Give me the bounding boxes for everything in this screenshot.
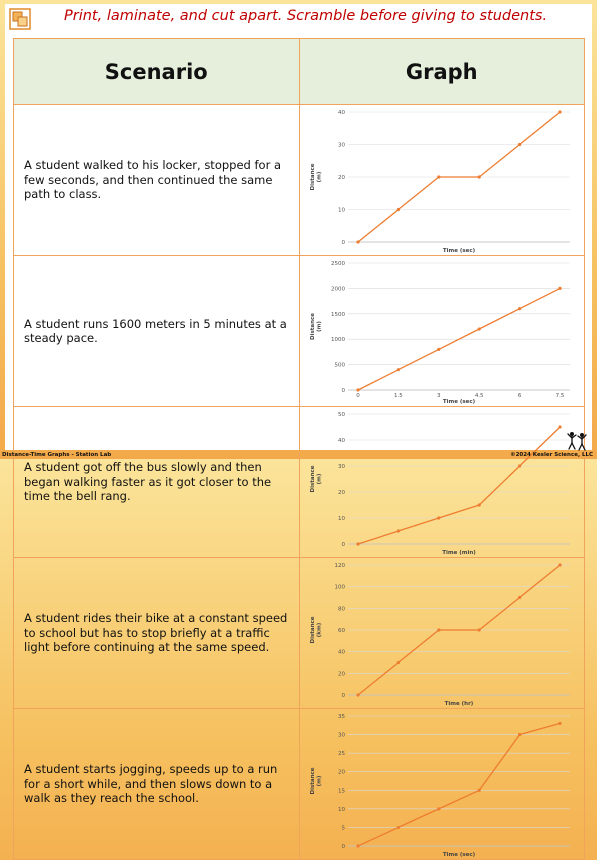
y-tick-label: 30	[337, 464, 345, 470]
y-axis-label: Distance(km)	[309, 616, 322, 644]
data-point	[437, 807, 440, 810]
scenario-text: A student starts jogging, speeds up to a run for a short while, and then slows down to a walk as they reach the school.	[14, 709, 300, 860]
y-axis-label: Distance(m)	[309, 767, 322, 795]
layered-squares-icon	[9, 8, 31, 30]
data-point	[477, 789, 480, 792]
x-axis-label: Time (sec)	[442, 248, 475, 254]
x-tick-label: 3	[436, 393, 441, 399]
footer-lab-title: Distance-Time Graphs - Station Lab	[2, 452, 112, 458]
data-point	[396, 661, 399, 664]
data-point	[558, 563, 561, 566]
x-axis-label: Time (min)	[441, 550, 476, 556]
y-tick-label: 35	[337, 714, 345, 720]
data-point	[396, 826, 399, 829]
distance-time-graph	[300, 407, 586, 557]
x-axis-label: Time (hr)	[444, 701, 473, 707]
series-line	[358, 427, 560, 544]
table-row	[14, 407, 585, 558]
y-tick-label: 80	[337, 606, 345, 613]
y-tick-label: 1500	[330, 311, 345, 318]
y-tick-label: 50	[337, 412, 345, 418]
y-tick-label: 10	[337, 516, 345, 522]
y-tick-label: 2000	[330, 286, 345, 293]
y-axis-label: Distance(m)	[309, 465, 322, 493]
data-point	[356, 693, 359, 696]
data-point	[558, 425, 561, 428]
y-tick-label: 30	[337, 732, 345, 739]
data-point	[518, 143, 521, 146]
table-row	[14, 256, 585, 407]
y-tick-label: 0	[341, 388, 345, 394]
data-point	[558, 722, 561, 725]
x-axis-label: Time (sec)	[442, 852, 475, 858]
scenario-text: A student got off the bus slowly and then began walking faster as it got closer to the time the bell rang.	[14, 407, 300, 558]
data-point	[477, 628, 480, 631]
x-tick-label: 7.5	[555, 393, 564, 399]
y-tick-label: 60	[337, 628, 345, 634]
y-tick-label: 100	[334, 584, 345, 591]
y-tick-label: 15	[337, 788, 345, 795]
y-tick-label: 25	[337, 751, 345, 758]
data-point	[518, 464, 521, 467]
y-tick-label: 20	[337, 671, 345, 678]
y-tick-label: 0	[341, 542, 345, 548]
column-header-graph: Graph	[299, 39, 585, 105]
table-header-row	[14, 39, 585, 105]
table-row	[14, 105, 585, 256]
data-point	[396, 208, 399, 211]
data-point	[477, 503, 480, 506]
data-point	[518, 733, 521, 736]
y-axis-label: Distance(m)	[309, 163, 322, 191]
data-point	[477, 327, 480, 330]
data-point	[356, 240, 359, 243]
table-row	[14, 558, 585, 709]
data-point	[356, 542, 359, 545]
table-row	[14, 709, 585, 860]
y-tick-label: 40	[337, 438, 345, 444]
data-point	[558, 110, 561, 113]
y-tick-label: 40	[337, 110, 345, 116]
distance-time-graph	[300, 709, 586, 859]
y-axis-label: Distance(m)	[309, 313, 322, 340]
data-point	[437, 516, 440, 519]
jumping-kids-icon	[566, 431, 588, 451]
data-point	[437, 628, 440, 631]
scenario-text: A student runs 1600 meters in 5 minutes at a steady pace.	[14, 256, 300, 407]
y-tick-label: 10	[337, 207, 345, 214]
data-point	[518, 596, 521, 599]
y-tick-label: 10	[337, 806, 345, 813]
data-point	[558, 287, 561, 290]
x-tick-label: 6	[517, 393, 521, 399]
y-tick-label: 30	[337, 142, 345, 149]
data-point	[518, 307, 521, 310]
data-point	[396, 368, 399, 371]
y-tick-label: 5	[341, 825, 345, 832]
x-tick-label: 4.5	[474, 393, 484, 399]
x-axis-label: Time (sec)	[442, 399, 475, 405]
data-point	[437, 175, 440, 178]
y-tick-label: 120	[334, 563, 345, 569]
distance-time-graph	[300, 105, 586, 255]
data-point	[437, 348, 440, 351]
scenario-graph-table	[13, 38, 585, 860]
instruction-text: Print, laminate, and cut apart. Scramble before giving to students.	[64, 8, 548, 24]
distance-time-graph	[300, 256, 586, 406]
scenario-text: A student walked to his locker, stopped for a few seconds, and then continued the same path to class.	[14, 105, 300, 256]
y-tick-label: 1000	[330, 337, 345, 344]
scenario-text: A student rides their bike at a constant speed to school but has to stop briefly at a traffic light before continuing at the same speed.	[14, 558, 300, 709]
y-tick-label: 0	[341, 844, 345, 850]
y-tick-label: 2500	[330, 261, 345, 267]
column-header-scenario: Scenario	[14, 39, 300, 105]
data-point	[396, 529, 399, 532]
y-tick-label: 20	[337, 490, 345, 496]
data-point	[356, 388, 359, 391]
y-tick-label: 40	[337, 649, 345, 656]
x-tick-label: 0	[355, 393, 360, 399]
y-tick-label: 20	[337, 769, 345, 776]
x-tick-label: 1.5	[393, 393, 403, 399]
footer-copyright: ©2024 Kesler Science, LLC	[510, 452, 593, 458]
data-point	[477, 175, 480, 178]
data-point	[356, 844, 359, 847]
y-tick-label: 0	[341, 240, 345, 246]
y-tick-label: 0	[341, 693, 345, 699]
y-tick-label: 500	[334, 362, 345, 369]
y-tick-label: 20	[337, 175, 345, 181]
distance-time-graph	[300, 558, 586, 708]
